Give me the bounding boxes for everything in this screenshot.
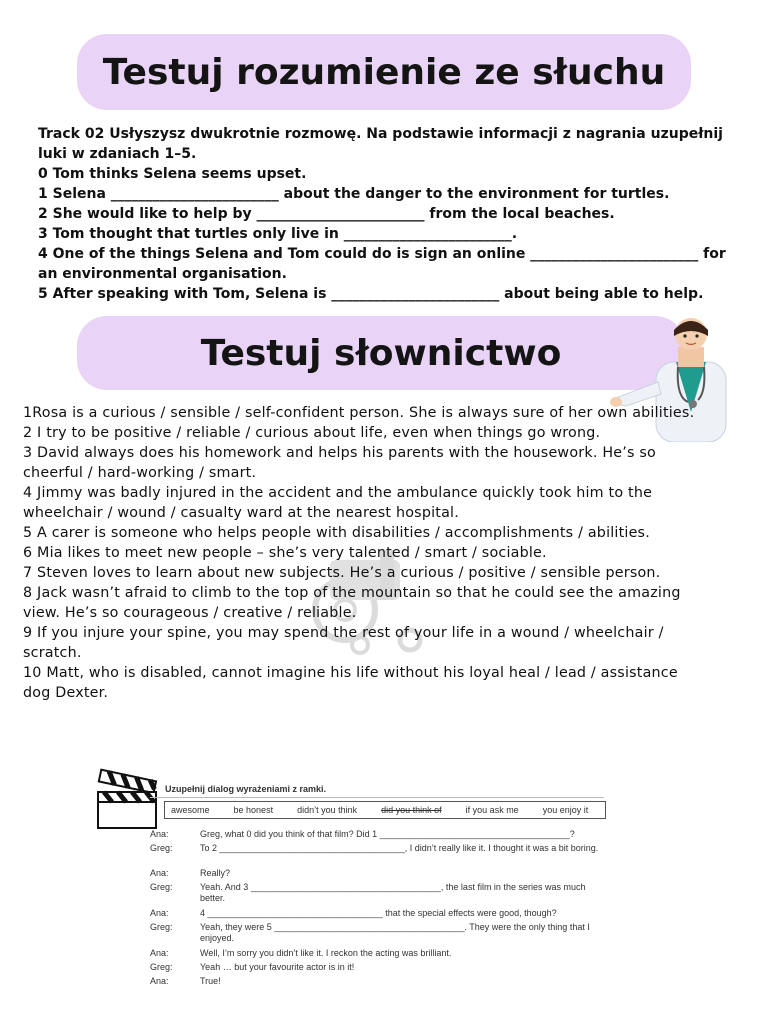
vocab-item-1: 1Rosa is a curious / sensible / self-confident person. She is always sure of her own abilities. (23, 405, 695, 421)
dialog-line: Yeah, they were 5 ______________________________________. They were the only thing that I enjoyed. (200, 922, 590, 943)
dialog-line: Yeah … but your favourite actor is in it! (200, 962, 355, 972)
expression-item: if you ask me (465, 805, 519, 815)
listening-item-0: 0 Tom thinks Selena seems upset. (38, 166, 307, 182)
vocab-item-3: 3 David always does his homework and helps his parents with the housework. He’s so cheerful / hard-working / smart. (23, 445, 657, 481)
clapperboard-icon (96, 768, 158, 830)
expression-item: awesome (171, 805, 210, 815)
vocab-item-4: 4 Jimmy was badly injured in the accident and the ambulance quickly took him to the wheelchair / wound / casualty ward at the nearest hospital. (23, 485, 653, 521)
vocab-item-10: 10 Matt, who is disabled, cannot imagine his life without his loyal heal / lead / assistance dog Dexter. (23, 665, 678, 701)
vocab-item-6: 6 Mia likes to meet new people – she’s very talented / smart / sociable. (23, 545, 547, 561)
vocabulary-task (23, 403, 701, 703)
dialog-speaker: Greg: (150, 882, 173, 892)
dialog-speaker: Ana: (150, 829, 169, 839)
vocab-item-5: 5 A carer is someone who helps people with disabilities / accomplishments / abilities. (23, 525, 650, 541)
dialog-line: Really? (200, 868, 231, 878)
dialog-divider (150, 797, 604, 798)
vocab-item-2: 2 I try to be positive / reliable / curious about life, even when things go wrong. (23, 425, 601, 441)
listening-task (38, 124, 738, 304)
expression-item: didn’t you think (297, 805, 358, 815)
vocabulary-title: Testuj słownictwo (77, 316, 685, 390)
dialog-line: Greg, what 0 did you think of that film? Did 1 ______________________________________? (200, 829, 575, 839)
expression-item: you enjoy it (542, 805, 589, 815)
expression-item-used: did you think of (381, 805, 442, 815)
dialog-speaker: Ana: (150, 868, 169, 878)
vocab-item-8: 8 Jack wasn’t afraid to climb to the top of the mountain so that he could see the amazing view. He’s so courageous / creative / reliable. (23, 585, 681, 621)
dialog-line: True! (200, 976, 221, 986)
vocab-item-9: 9 If you injure your spine, you may spend the rest of your life in a wound / wheelchair / scratch. (23, 625, 664, 661)
dialog-line: Well, I’m sorry you didn’t like it. I reckon the acting was brilliant. (200, 948, 452, 958)
dialog-speaker: Greg: (150, 962, 173, 972)
dialog-speaker: Ana: (150, 948, 169, 958)
dialog-speaker: Ana: (150, 976, 169, 986)
dialog-speaker: Greg: (150, 843, 173, 853)
dialog-line: 4 ___________________________________ that the special effects were good, though? (200, 908, 557, 918)
listening-item-1: 1 Selena ________________________ about the danger to the environment for turtles. (38, 186, 670, 202)
expression-box (164, 801, 606, 819)
listening-item-3: 3 Tom thought that turtles only live in ________________________. (38, 226, 518, 242)
vocab-item-7: 7 Steven loves to learn about new subjects. He’s a curious / positive / sensible person. (23, 565, 661, 581)
listening-title: Testuj rozumienie ze słuchu (77, 34, 691, 110)
dialog-line: Yeah. And 3 ______________________________________, the last film in the series was much better. (200, 882, 586, 903)
listening-item-4: 4 One of the things Selena and Tom could do is sign an online ________________________ for an environmental organisation. (38, 246, 726, 282)
dialog-speaker: Greg: (150, 922, 173, 932)
listening-instruction: Track 02 Usłyszysz dwukrotnie rozmowę. Na podstawie informacji z nagrania uzupełnij luki w zdaniach 1–5. (38, 126, 723, 162)
expression-item: be honest (233, 805, 274, 815)
dialog-speaker: Ana: (150, 908, 169, 918)
listening-item-2: 2 She would like to help by ________________________ from the local beaches. (38, 206, 615, 222)
listening-item-5: 5 After speaking with Tom, Selena is ________________________ about being able to help. (38, 286, 704, 302)
dialog-line: To 2 _____________________________________, I didn’t really like it. I thought it was a bit boring. (200, 843, 599, 853)
dialog-title: Uzupełnij dialog wyrażeniami z ramki. (165, 784, 327, 794)
